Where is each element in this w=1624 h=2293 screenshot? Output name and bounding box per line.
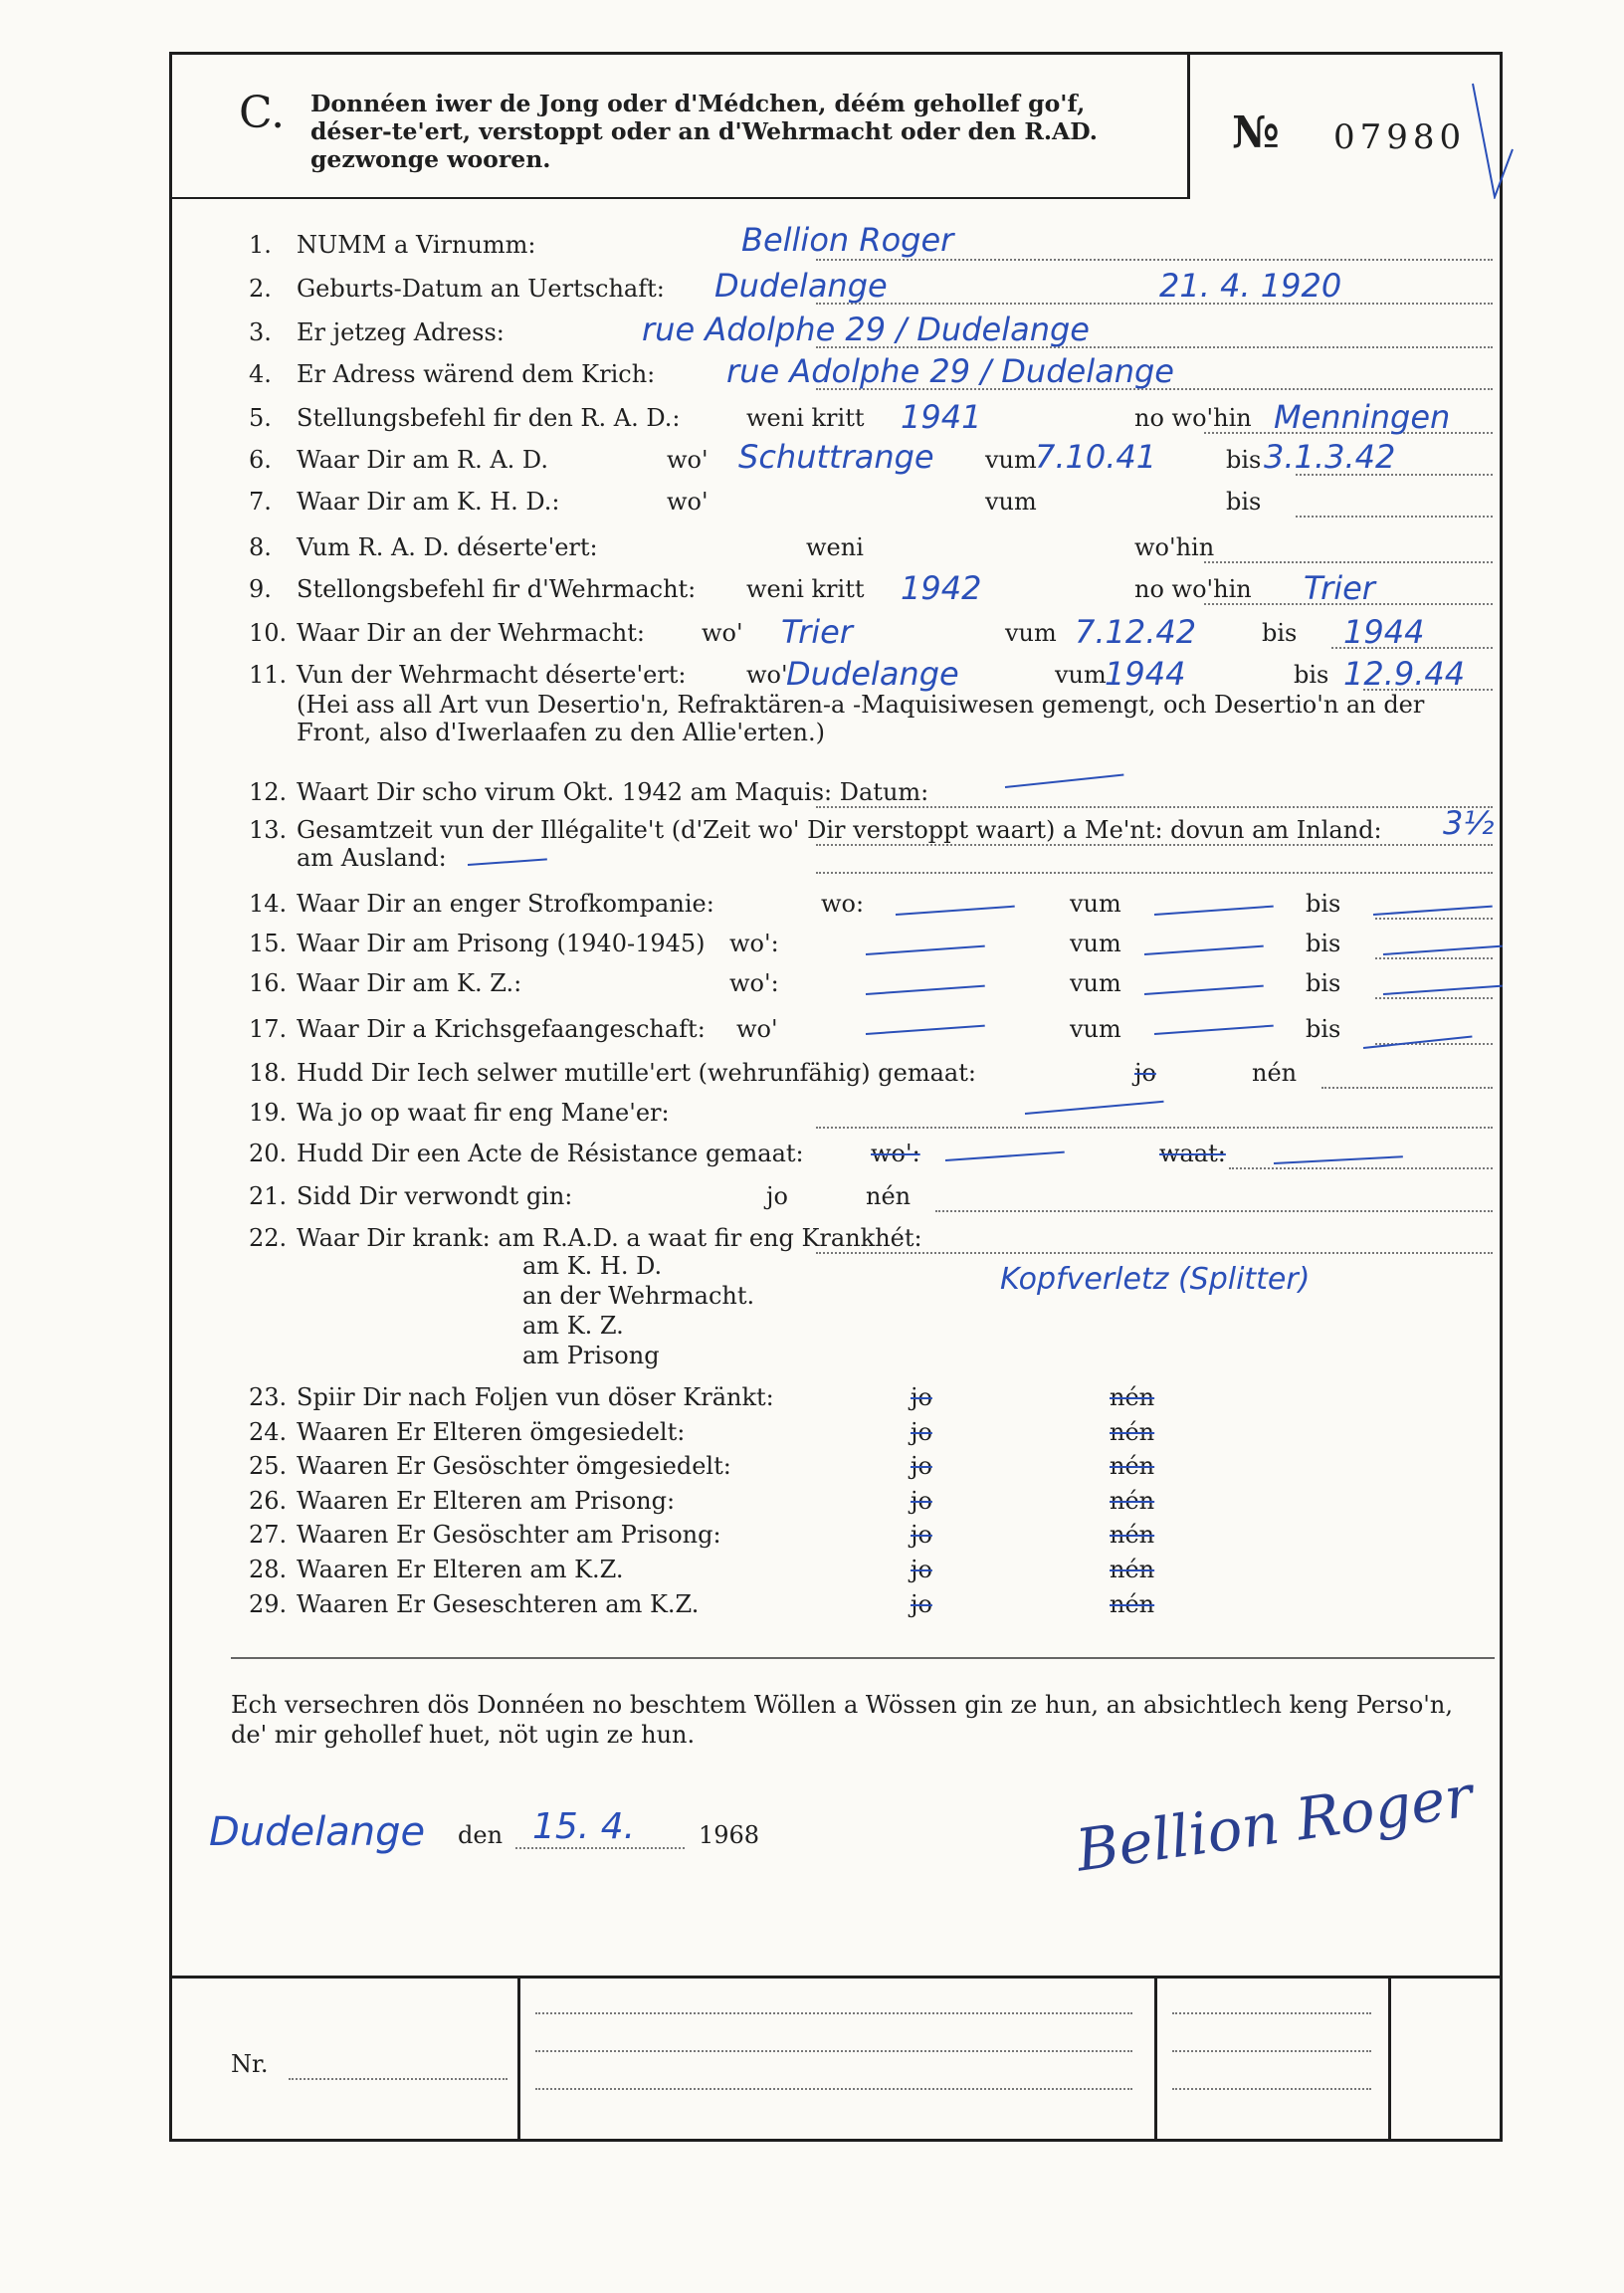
row-field-a: jo: [911, 1590, 932, 1618]
answer-line: [1375, 918, 1493, 920]
row-field-c: bis: [1262, 619, 1298, 647]
row-label: am K. Z.: [522, 1312, 624, 1340]
row-number: 2.: [249, 275, 272, 303]
footer-dots-3: [535, 2088, 1132, 2090]
answer-line: [1375, 997, 1493, 999]
row-field-b: nén: [1252, 1059, 1298, 1087]
footer-top-line: [169, 1976, 1503, 1979]
answer-line: [816, 259, 1493, 261]
row-field-a: jo: [911, 1556, 932, 1583]
row-field-a: weni: [806, 533, 864, 561]
row-field-a: jo: [911, 1418, 932, 1446]
date-dots: [515, 1847, 685, 1849]
row-number: 25.: [249, 1452, 288, 1480]
row-number: 3.: [249, 318, 272, 346]
footer-nr-label: Nr.: [231, 2050, 269, 2078]
hw-birth-date: 21. 4. 1920: [1159, 267, 1342, 305]
row-number: 13.: [249, 816, 288, 844]
row-label: NUMM a Virnumm:: [297, 231, 536, 259]
row-label: Waaren Er Gesöschter ömgesiedelt:: [297, 1452, 731, 1480]
row-label: Waaren Er Gesöschter am Prisong:: [297, 1521, 721, 1549]
row-number: 12.: [249, 778, 288, 806]
section-letter: C.: [239, 88, 286, 138]
row-number: 5.: [249, 404, 272, 432]
row-field-b: waat:: [1159, 1140, 1226, 1167]
hw-birth-place: Dudelange: [714, 267, 888, 305]
row-field-c: bis: [1226, 488, 1262, 516]
row-field-a: weni kritt: [746, 575, 865, 603]
hw-wm-from: 7.12.42: [1075, 613, 1197, 651]
row-field-a: jo: [766, 1182, 788, 1210]
hw-desert-from: 1944: [1105, 655, 1186, 693]
hw-illness: Kopfverletz (Splitter): [1000, 1262, 1311, 1297]
answer-line: [816, 872, 1493, 874]
answer-line: [816, 1252, 1493, 1254]
row-number: 23.: [249, 1383, 288, 1411]
row-field-a: jo: [911, 1521, 932, 1549]
hw-day: 15. 4.: [532, 1806, 636, 1847]
header-separator: [1187, 52, 1190, 199]
row-label: Stellongsbefehl fir d'Wehrmacht:: [297, 575, 697, 603]
date-den: den: [458, 1821, 504, 1849]
row-label: Vun der Wehrmacht déserte'ert:: [297, 661, 687, 689]
answer-line: [1375, 957, 1493, 959]
row-number: 4.: [249, 360, 272, 388]
footer-dots-2: [535, 2050, 1132, 2052]
row-number: 24.: [249, 1418, 288, 1446]
row-number: 6.: [249, 446, 272, 474]
row-field-b: nén: [866, 1182, 912, 1210]
answer-line: [816, 844, 1493, 846]
row-number: 8.: [249, 533, 272, 561]
row-label: am Ausland:: [297, 844, 447, 872]
footer-dots-1: [535, 2012, 1132, 2014]
row-label: Hudd Dir een Acte de Résistance gemaat:: [297, 1140, 804, 1167]
row-field-c: bis: [1306, 930, 1341, 957]
row-label: Waar Dir krank: am R.A.D. a waat fir eng Krankhét:: [297, 1224, 922, 1252]
row-field-a: jo: [1134, 1059, 1156, 1087]
row-field-c: bis: [1306, 969, 1341, 997]
row-field-a: jo: [911, 1487, 932, 1515]
declaration-text: Ech versechren dös Donnéen no beschtem Wöllen a Wössen gin ze hun, an absichtlech keng Perso'n, de' mir gehollef huet, nöt ugin ze hun.: [231, 1691, 1453, 1749]
footer-dots-5: [1172, 2050, 1371, 2052]
row-label: Waaren Er Geseschteren am K.Z.: [297, 1590, 700, 1618]
row-label: am Prisong: [522, 1342, 660, 1369]
hw-wm-where: Trier: [781, 613, 853, 651]
row-number: 1.: [249, 231, 272, 259]
row-field-a: wo':: [871, 1140, 920, 1167]
answer-line: [1229, 1167, 1493, 1169]
row-number: 15.: [249, 930, 288, 957]
hw-wm-order-place: Trier: [1304, 569, 1375, 607]
row-field-b: vum: [985, 488, 1037, 516]
row-label: Waar Dir am K. Z.:: [297, 969, 522, 997]
row-label: Waar Dir an enger Strofkompanie:: [297, 890, 714, 918]
hw-place: Dudelange: [209, 1809, 426, 1855]
row-label: am K. H. D.: [522, 1252, 663, 1280]
hw-wm-order-year: 1942: [901, 569, 982, 607]
row-number: 17.: [249, 1015, 288, 1043]
row-field-a: wo:: [821, 890, 865, 918]
row-label: Gesamtzeit vun der Illégalite't (d'Zeit wo' Dir verstoppt waart) a Me'nt: dovun am Inland:: [297, 816, 1382, 844]
row-field-b: nén: [1110, 1383, 1155, 1411]
row-field-b: nén: [1110, 1418, 1155, 1446]
footer-col-2: [1154, 1976, 1157, 2142]
row-number: 19.: [249, 1099, 288, 1127]
row-number: 7.: [249, 488, 272, 516]
answer-line: [1296, 516, 1493, 518]
row-field-b: no wo'hin: [1134, 404, 1252, 432]
answer-line: [816, 1127, 1493, 1129]
row-number: 29.: [249, 1590, 288, 1618]
row-number: 18.: [249, 1059, 288, 1087]
row-field-a: jo: [911, 1383, 932, 1411]
row-field-a: jo: [911, 1452, 932, 1480]
row-label: Waar Dir am K. H. D.:: [297, 488, 560, 516]
footer-dots-4: [1172, 2012, 1371, 2014]
row-label: Waart Dir scho virum Okt. 1942 am Maquis: Datum:: [297, 778, 929, 806]
declaration-divider: [231, 1657, 1495, 1659]
answer-line: [816, 303, 1493, 305]
row-field-c: bis: [1226, 446, 1262, 474]
hw-rad-to: 3.1.3.42: [1264, 438, 1396, 476]
hw-rad-order-year: 1941: [901, 398, 982, 436]
row-field-b: vum: [1070, 1015, 1121, 1043]
hw-inland-months: 3½: [1443, 804, 1495, 842]
hw-desert-where: Dudelange: [786, 655, 959, 693]
row-number: 26.: [249, 1487, 288, 1515]
row-number: 11.: [249, 661, 288, 689]
row-label: Waaren Er Elteren am Prisong:: [297, 1487, 676, 1515]
row-field-b: nén: [1110, 1556, 1155, 1583]
footer-col-3: [1388, 1976, 1391, 2142]
hw-desert-to: 12.9.44: [1343, 655, 1466, 693]
row-field-c: bis: [1306, 890, 1341, 918]
row-field-a: wo': [702, 619, 743, 647]
hw-rad-from: 7.10.41: [1035, 438, 1157, 476]
row-field-b: vum: [1070, 969, 1121, 997]
row-label: Er jetzeg Adress:: [297, 318, 505, 346]
row-field-a: wo': [667, 446, 709, 474]
row-label: Hudd Dir Iech selwer mutille'ert (wehrunfähig) gemaat:: [297, 1059, 976, 1087]
answer-line: [935, 1210, 1493, 1212]
row-label: Wa jo op waat fir eng Mane'er:: [297, 1099, 670, 1127]
row-field-b: wo'hin: [1134, 533, 1215, 561]
row-field-b: nén: [1110, 1452, 1155, 1480]
hw-wm-to: 1944: [1343, 613, 1425, 651]
date-year: 1968: [699, 1821, 760, 1849]
row-number: 22.: [249, 1224, 288, 1252]
hw-rad-order-place: Menningen: [1274, 398, 1451, 436]
row-field-a: wo': [736, 1015, 778, 1043]
row-label: Stellungsbefehl fir den R. A. D.:: [297, 404, 681, 432]
row-field-c: bis: [1306, 1015, 1341, 1043]
signature: Bellion Roger: [1072, 1762, 1477, 1885]
form-number: 07980: [1333, 117, 1467, 157]
row-field-a: wo':: [729, 969, 779, 997]
row-field-b: nén: [1110, 1590, 1155, 1618]
row-label: Waaren Er Elteren ömgesiedelt:: [297, 1418, 686, 1446]
row-field-a: wo':: [729, 930, 779, 957]
footer-nr-dots: [289, 2078, 508, 2080]
row-field-b: vum: [985, 446, 1037, 474]
answer-line: [1321, 1087, 1493, 1089]
row-label: an der Wehrmacht.: [522, 1282, 755, 1310]
row-number: 21.: [249, 1182, 288, 1210]
checkmark-icon: [1471, 80, 1515, 199]
header-underline: [169, 197, 1190, 199]
row-field-b: vum: [1070, 930, 1121, 957]
footer-col-1: [517, 1976, 520, 2142]
row-number: 14.: [249, 890, 288, 918]
hw-address: rue Adolphe 29 / Dudelange: [642, 311, 1090, 348]
answer-line: [1204, 561, 1493, 563]
hw-war-address: rue Adolphe 29 / Dudelange: [726, 352, 1174, 390]
row-number: 28.: [249, 1556, 288, 1583]
row-label: Er Adress wärend dem Krich:: [297, 360, 656, 388]
row-field-b: nén: [1110, 1521, 1155, 1549]
row-label: Waar Dir an der Wehrmacht:: [297, 619, 645, 647]
row-label: Waar Dir a Krichsgefaangeschaft:: [297, 1015, 706, 1043]
footer-dots-6: [1172, 2088, 1371, 2090]
row-field-b: no wo'hin: [1134, 575, 1252, 603]
row-label: Sidd Dir verwondt gin:: [297, 1182, 573, 1210]
hw-name: Bellion Roger: [741, 221, 954, 259]
section-title: Donnéen iwer de Jong oder d'Médchen, déém gehollef go'f, déser-te'ert, verstoppt oder an d'Wehrmacht oder den R.AD. gezwonge wooren.: [310, 90, 1098, 173]
row-label: Waar Dir am R. A. D.: [297, 446, 548, 474]
row-field-b: vum: [1055, 661, 1107, 689]
row-label: Spiir Dir nach Foljen vun döser Kränkt:: [297, 1383, 774, 1411]
row-number: 10.: [249, 619, 288, 647]
row-number: 9.: [249, 575, 272, 603]
row-number: 27.: [249, 1521, 288, 1549]
row-number: 20.: [249, 1140, 288, 1167]
row-field-a: weni kritt: [746, 404, 865, 432]
row-label: Geburts-Datum an Uertschaft:: [297, 275, 665, 303]
row-label: Front, also d'Iwerlaafen zu den Allie'erten.): [297, 719, 825, 746]
row-label: Waaren Er Elteren am K.Z.: [297, 1556, 624, 1583]
row-label: Vum R. A. D. déserte'ert:: [297, 533, 598, 561]
row-number: 16.: [249, 969, 288, 997]
number-sign: №: [1232, 107, 1280, 158]
row-field-b: vum: [1070, 890, 1121, 918]
hw-rad-where: Schuttrange: [738, 438, 934, 476]
row-field-b: nén: [1110, 1487, 1155, 1515]
row-label: Waar Dir am Prisong (1940-1945): [297, 930, 706, 957]
row-field-b: vum: [1005, 619, 1057, 647]
row-field-a: wo': [667, 488, 709, 516]
row-field-c: bis: [1294, 661, 1329, 689]
row-field-a: wo': [746, 661, 788, 689]
row-label: (Hei ass all Art vun Desertio'n, Refraktären-a -Maquisiwesen gemengt, och Desertio'n an der: [297, 691, 1425, 719]
answer-line: [816, 806, 1493, 808]
